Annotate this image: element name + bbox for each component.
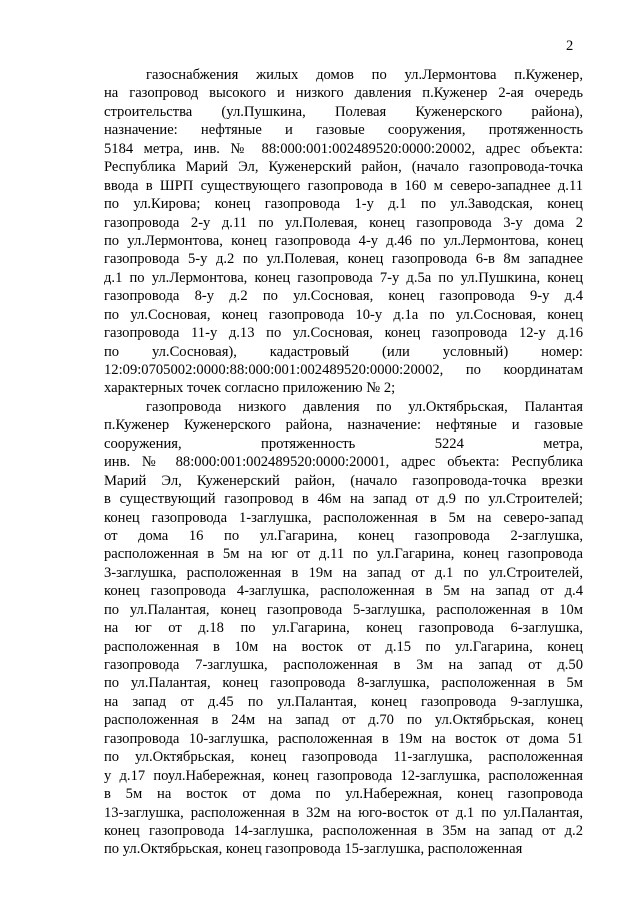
- text-line: 5184 метра, инв. № 88:000:001:002489520:0000:20002, адрес объекта:: [104, 140, 583, 157]
- text-line: 3-заглушка, расположенная в 19м на запад от д.1 по ул.Строителей,: [104, 564, 583, 581]
- text-line: 12:09:0705002:0000:88:000:001:002489520:0000:20002, по координатам: [104, 362, 583, 378]
- text-line: газоснабжения жилых домов по ул.Лермонтова п.Куженер,: [146, 67, 583, 83]
- text-line: газопровода 10-заглушка, расположенная в 19м на восток от дома 51: [104, 730, 583, 747]
- text-line: по ул.Октябрьская, конец газопровода 15-заглушка, расположенная: [104, 841, 523, 858]
- text-line: газопровода 11-у д.13 по ул.Сосновая, конец газопровода 12-у д.16: [104, 325, 583, 342]
- text-line: конец газопровода 1-заглушка, расположенная в 5м на северо-запад: [104, 509, 583, 526]
- text-line: в 5м на восток от дома по ул.Набережная, конец газопровода: [104, 786, 583, 803]
- text-line: 13-заглушка, расположенная в 32м на юго-восток от д.1 по ул.Палантая,: [104, 804, 583, 821]
- text-line: Марий Эл, Куженерский район, (начало газопровода-точка врезки: [104, 472, 583, 489]
- paragraph-pipeline-lermontova: [104, 66, 583, 398]
- text-line: ввода в ШРП существующего газопровода в 160 м северо-западнее д.11: [104, 177, 583, 194]
- text-line: по ул.Лермонтова, конец газопровода 4-у д.46 по ул.Лермонтова, конец: [104, 232, 583, 249]
- body-text: [104, 66, 583, 859]
- text-line: строительства (ул.Пушкина, Полевая Куженерского района),: [104, 103, 583, 120]
- text-line: по ул.Сосновая), кадастровый (или условный) номер:: [104, 343, 583, 360]
- text-line: на запад от д.45 по ул.Палантая, конец газопровода 9-заглушка,: [104, 693, 583, 710]
- text-line: назначение: нефтяные и газовые сооружения, протяженность: [104, 122, 583, 139]
- text-line: расположенная в 10м на восток от д.15 по ул.Гагарина, конец: [104, 638, 583, 655]
- text-line: по ул.Палантая, конец газопровода 8-заглушка, расположенная в 5м: [104, 675, 583, 692]
- text-line: газопровода 2-у д.11 по ул.Полевая, конец газопровода 3-у дома 2: [104, 214, 583, 231]
- text-line: расположенная в 24м на запад от д.70 по ул.Октябрьская, конец: [104, 712, 583, 729]
- text-line: инв. № 88:000:001:002489520:0000:20001, адрес объекта: Республика: [104, 454, 583, 471]
- text-line: газопровода 7-заглушка, расположенная в 3м на запад от д.50: [104, 657, 583, 673]
- text-line: по ул.Октябрьская, конец газопровода 11-заглушка, расположенная: [104, 749, 583, 766]
- text-line: газопровода 5-у д.2 по ул.Полевая, конец газопровода 6-в 8м западнее: [104, 251, 583, 268]
- text-line: в существующий газопровод в 46м на запад от д.9 по ул.Строителей;: [104, 491, 583, 508]
- text-line: по ул.Кирова; конец газопровода 1-у д.1 по ул.Заводская, конец: [104, 196, 583, 213]
- text-line: на юг от д.18 по ул.Гагарина, конец газопровода 6-заглушка,: [104, 620, 583, 637]
- page-number: 2: [566, 38, 574, 54]
- text-line: на газопровод высокого и низкого давления п.Куженер 2-ая очередь: [104, 85, 583, 102]
- text-line: сооружения, протяженность 5224 метра,: [104, 435, 583, 452]
- text-line: по ул.Сосновая, конец газопровода 10-у д.1а по ул.Сосновая, конец: [104, 306, 583, 323]
- text-line: п.Куженер Куженерского района, назначение: нефтяные и газовые: [104, 417, 583, 434]
- text-line: газопровода 8-у д.2 по ул.Сосновая, конец газопровода 9-у д.4: [104, 288, 583, 305]
- text-line: конец газопровода 4-заглушка, расположенная в 5м на запад от д.4: [104, 583, 583, 600]
- paragraph-pipeline-oktyabrskaya: [104, 398, 583, 859]
- text-line: расположенная в 5м на юг от д.11 по ул.Гагарина, конец газопровода: [104, 546, 583, 563]
- text-line: газопровода низкого давления по ул.Октябрьская, Палантая: [146, 398, 583, 415]
- text-line: Республика Марий Эл, Куженерский район, (начало газопровода-точка: [104, 159, 583, 176]
- text-line: д.1 по ул.Лермонтова, конец газопровода 7-у д.5а по ул.Пушкина, конец: [104, 269, 583, 286]
- text-line: характерных точек согласно приложению № 2;: [104, 380, 396, 397]
- text-line: от дома 16 по ул.Гагарина, конец газопровода 2-заглушка,: [104, 527, 583, 544]
- text-line: конец газопровода 14-заглушка, расположенная в 35м на запад от д.2: [104, 822, 583, 839]
- text-line: по ул.Палантая, конец газопровода 5-заглушка, расположенная в 10м: [104, 601, 583, 618]
- text-line: у д.17 поул.Набережная, конец газопровода 12-заглушка, расположенная: [104, 767, 583, 784]
